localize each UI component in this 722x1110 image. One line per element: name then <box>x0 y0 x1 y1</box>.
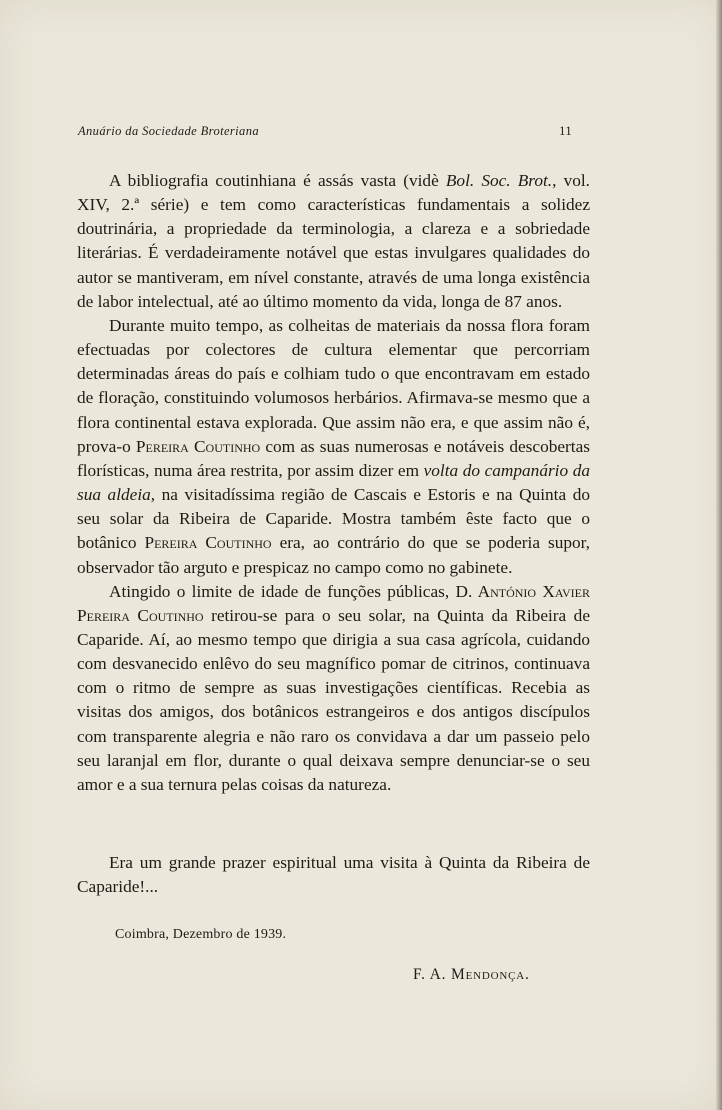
text-run: Durante muito tempo, as colheitas de materiais da nossa flora foram efectuadas por colectores de cultura elementar que percorriam determinadas áreas do país e colhiam tudo o que encontravam em estado de floração, constituindo volumosos herbários. Afirmava-se mesmo que a flora continental estava explorada. Que assim não era, e que assim não é, prova-o <box>77 315 590 456</box>
running-header <box>78 124 572 139</box>
citation-italic: Bol. Soc. Brot. <box>445 171 553 190</box>
text-run: com as suas numerosas e notáveis descobertas florísticas, numa área restrita, por assim dizer em <box>77 436 590 480</box>
text-run: era, ao contrário do que se poderia supor, observador tão arguto e prespicaz no campo como no gabinete. <box>77 533 590 577</box>
paragraph-bibliography <box>77 169 590 314</box>
text-run: , vol. XIV, 2.ª série) e tem como características fundamentais a solidez doutrinária, a propriedade da terminologia, a clareza e a sobriedade literárias. É verdadeiramente notável que estas invulgares qualidades do autor se mantiveram, em nível constante, através de uma longa existência de labor intelectual, até ao último momento da vida, longa de 87 anos. <box>77 171 590 311</box>
article-body <box>77 169 590 797</box>
person-name: Pereira Coutinho <box>144 533 272 553</box>
paragraph-collections <box>77 314 590 580</box>
paragraph-closing: Era um grande prazer espiritual uma visita à Quinta da Ribeira de Caparide!... <box>77 853 590 897</box>
page-edge-shadow <box>716 0 722 1110</box>
place-date: Coimbra, Dezembro de 1939. <box>115 927 287 942</box>
author-signature: F. A. Mendonça. <box>413 966 530 983</box>
text-run: Atingido o limite de idade de funções públicas, <box>109 581 456 601</box>
text-run: na visitadíssima região de Cascais e Estoris e na Quinta do seu solar da Ribeira de Caparide. Mostra também êste facto que o botânico <box>77 485 590 553</box>
running-title: Anuário da Sociedade Broteriana <box>78 124 260 138</box>
page-number: 11 <box>559 124 572 138</box>
phrase-italic: volta do campanário da sua aldeia, <box>77 460 590 505</box>
person-name: Pereira Coutinho <box>135 436 261 456</box>
person-name: D. António Xavier Pereira Coutinho <box>77 581 590 625</box>
paragraph-retirement <box>77 580 590 797</box>
text-run: A bibliografia coutinhiana é assás vasta (vidè <box>109 171 446 190</box>
text-run: retirou-se para o seu solar, na Quinta da Ribeira de Caparide. Aí, ao mesmo tempo que dirigia a sua casa agrícola, cuidando com desvanecido enlêvo do seu magnífico pomar de citrinos, continuava com o ritmo de sempre as suas investigações científicas. Recebia as visitas dos amigos, dos botânicos estrangeiros e dos antigos discípulos com transparente alegria e não raro os convidava a dar um passeio pelo seu laranjal em flor, durante o qual deixava sempre denunciar-se o seu amor e a sua ternura pelas coisas da natureza. <box>77 605 590 794</box>
closing-paragraph <box>77 851 590 899</box>
